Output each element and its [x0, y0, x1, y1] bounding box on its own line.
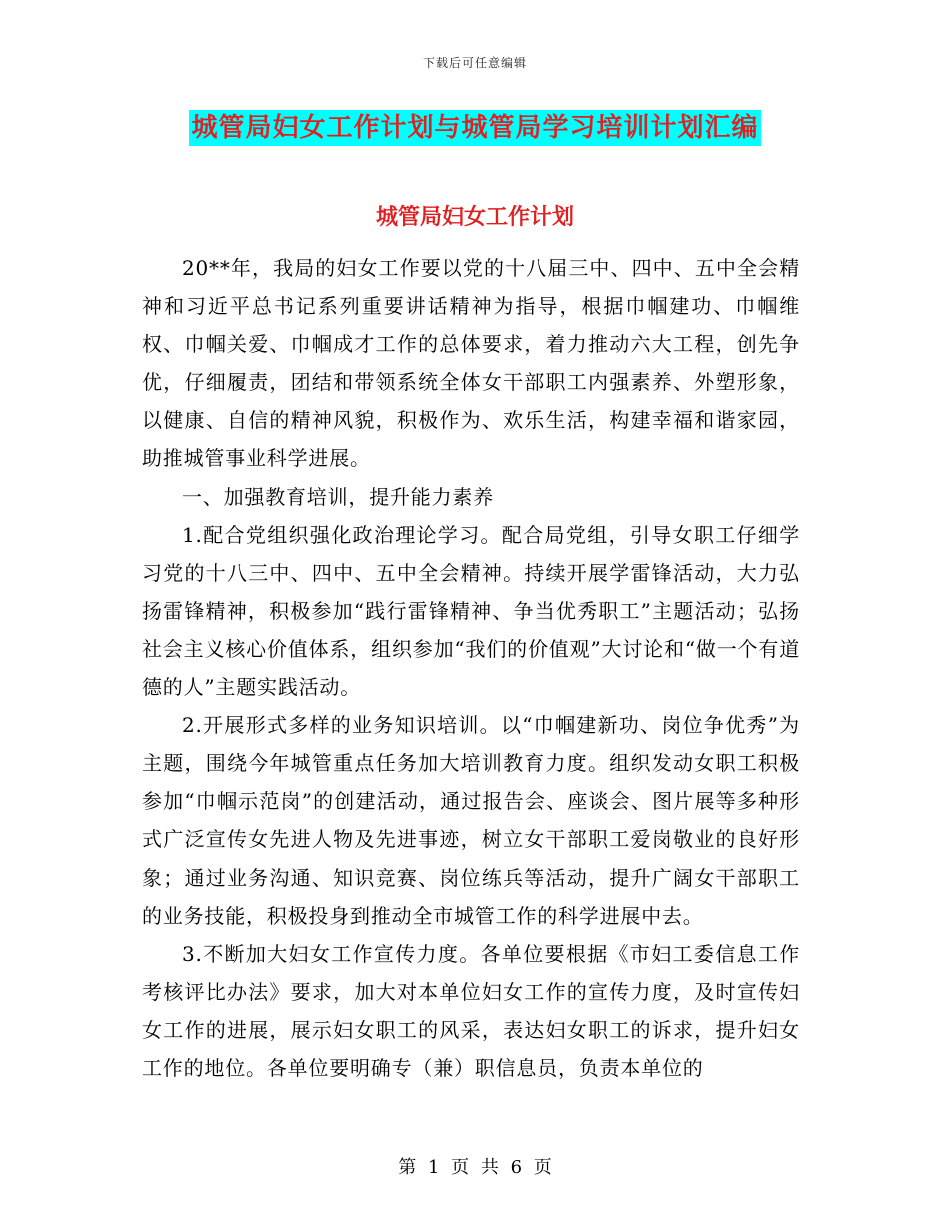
- document-body: [142, 249, 800, 1087]
- paragraph-item-2: 2.开展形式多样的业务知识培训。以“巾帼建新功、岗位争优秀”为主题，围绕今年城管重点任务加大培训教育力度。组织发动女职工积极参加“巾帼示范岗”的创建活动，通过报告会、座谈会、图片展等多种形式广泛宣传女先进人物及先进事迹，树立女干部职工爱岗敬业的良好形象；通过业务沟通、知识竞赛、岗位练兵等活动，提升广阔女干部职工的业务技能，积极投身到推动全市城管工作的科学进展中去。: [142, 713, 800, 928]
- doc-title-container: [0, 110, 950, 146]
- document-title: 城管局妇女工作计划与城管局学习培训计划汇编: [189, 110, 760, 146]
- header-note: 下载后可任意编辑: [422, 56, 527, 70]
- section-title: 城管局妇女工作计划: [375, 204, 574, 230]
- paragraph-intro: 20**年，我局的妇女工作要以党的十八届三中、四中、五中全会精神和习近平总书记系列重要讲话精神为指导，根据巾帼建功、巾帼维权、巾帼关爱、巾帼成才工作的总体要求，着力推动六大工程，创先争优，仔细履责，团结和带领系统全体女干部职工内强素养、外塑形象，以健康、自信的精神风貌，积极作为、欢乐生活，构建幸福和谐家园，助推城管事业科学进展。: [142, 256, 800, 471]
- page-number-footer: 第 1 页 共 6 页: [398, 1157, 552, 1178]
- paragraph-item-3: 3.不断加大妇女工作宣传力度。各单位要根据《市妇工委信息工作考核评比办法》要求，加大对本单位妇女工作的宣传力度，及时宣传妇女工作的进展，展示妇女职工的风采，表达妇女职工的诉求，提升妇女工作的地位。各单位要明确专（兼）职信息员，负责本单位的: [142, 941, 800, 1080]
- paragraph-item-1: 1.配合党组织强化政治理论学习。配合局党组，引导女职工仔细学习党的十八三中、四中、五中全会精神。持续开展学雷锋活动，大力弘扬雷锋精神，积极参加“践行雷锋精神、争当优秀职工”主题活动；弘扬社会主义核心价值体系，组织参加“我们的价值观”大讨论和“做一个有道德的人”主题实践活动。: [142, 522, 800, 700]
- heading-part-one: 一、加强教育培训，提升能力素养: [182, 484, 494, 509]
